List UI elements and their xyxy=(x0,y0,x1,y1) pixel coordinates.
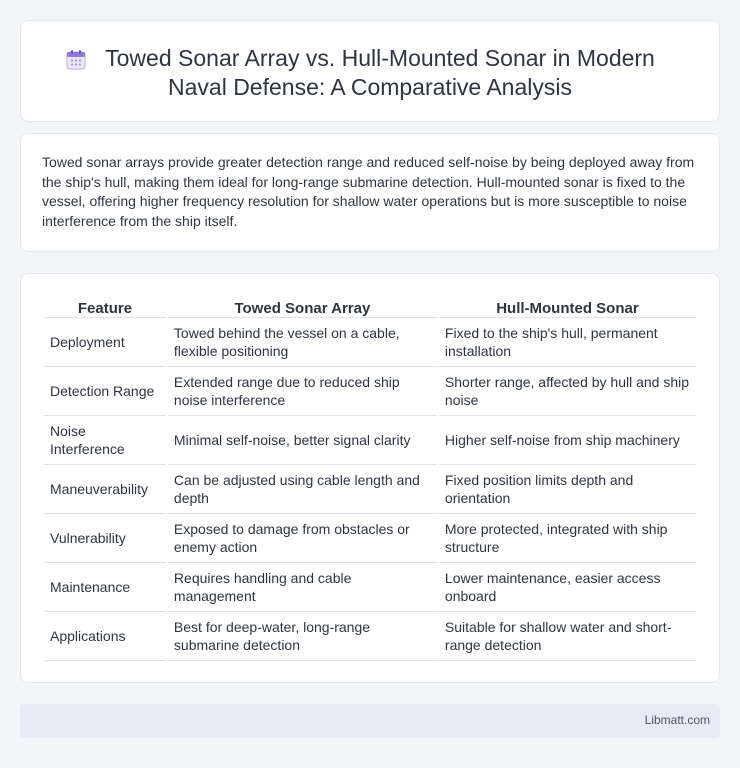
summary-text: Towed sonar arrays provide greater detection range and reduced self-noise by being deployed away from the ship's hull, making them ideal for long-range submarine detection. Hull-mounted sonar is fixed to the vessel, offering higher frequency resolution for shallow water operations but is more susceptible to noise interference from the ship itself. xyxy=(42,154,695,229)
row-hull: Lower maintenance, easier access onboard xyxy=(439,563,696,612)
table-row xyxy=(44,318,696,367)
header-feature: Feature xyxy=(44,296,166,318)
row-feature: Detection Range xyxy=(44,367,166,416)
summary-card xyxy=(20,133,720,252)
row-hull: Fixed position limits depth and orientation xyxy=(439,465,696,514)
row-feature: Deployment xyxy=(44,318,166,367)
footer-brand-link[interactable]: Libmatt.com xyxy=(644,713,710,727)
row-towed: Best for deep-water, long-range submarine detection xyxy=(168,612,437,661)
row-hull: Higher self-noise from ship machinery xyxy=(439,416,696,465)
header-towed: Towed Sonar Array xyxy=(168,296,437,318)
row-hull: Shorter range, affected by hull and ship noise xyxy=(439,367,696,416)
title-card xyxy=(20,20,720,122)
row-feature: Maneuverability xyxy=(44,465,166,514)
row-feature: Applications xyxy=(44,612,166,661)
table-row xyxy=(44,514,696,563)
row-hull: Suitable for shallow water and short-range detection xyxy=(439,612,696,661)
row-towed: Extended range due to reduced ship noise interference xyxy=(168,367,437,416)
row-hull: Fixed to the ship's hull, permanent installation xyxy=(439,318,696,367)
row-towed: Minimal self-noise, better signal clarity xyxy=(168,416,437,465)
row-towed: Exposed to damage from obstacles or enemy action xyxy=(168,514,437,563)
row-feature: Vulnerability xyxy=(44,514,166,563)
comparison-table xyxy=(42,296,698,661)
row-towed: Requires handling and cable management xyxy=(168,563,437,612)
row-hull: More protected, integrated with ship structure xyxy=(439,514,696,563)
page-title-line1: Towed Sonar Array vs. Hull-Mounted Sonar in Modern xyxy=(105,45,655,71)
header-hull: Hull-Mounted Sonar xyxy=(439,296,696,318)
row-towed: Towed behind the vessel on a cable, flexible positioning xyxy=(168,318,437,367)
table-row xyxy=(44,612,696,661)
table-row xyxy=(44,416,696,465)
table-row xyxy=(44,563,696,612)
row-feature: Noise Interference xyxy=(44,416,166,465)
comparison-table-card xyxy=(20,273,720,683)
row-feature: Maintenance xyxy=(44,563,166,612)
table-row xyxy=(44,367,696,416)
row-towed: Can be adjusted using cable length and depth xyxy=(168,465,437,514)
page-title-line2: Naval Defense: A Comparative Analysis xyxy=(168,74,572,100)
footer-bar xyxy=(20,704,720,738)
page-title xyxy=(21,44,719,102)
table-row xyxy=(44,465,696,514)
table-header-row xyxy=(44,296,696,318)
